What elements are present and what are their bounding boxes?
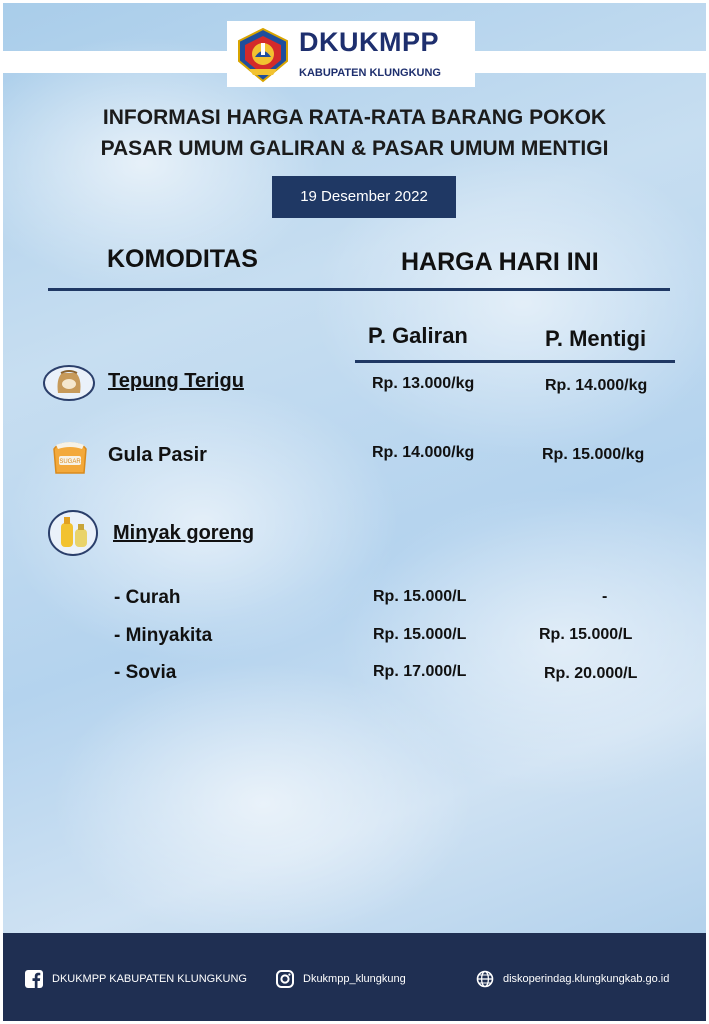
price-galiran-tepung: Rp. 13.000/kg [372,375,475,392]
price-mentigi-sovia: Rp. 20.000/L [544,665,638,682]
market-divider [355,360,675,363]
brand-logo [227,21,475,87]
price-today-heading: HARGA HARI INI [401,248,599,276]
footer-facebook[interactable] [25,969,247,989]
oil-type-curah: - Curah [114,587,181,608]
date-badge: 19 Desember 2022 [272,176,456,218]
brand-subtitle: KABUPATEN KLUNGKUNG [299,67,441,79]
headline-line-2: PASAR UMUM GALIRAN & PASAR UMUM MENTIGI [100,137,609,160]
footer-website[interactable] [476,969,669,989]
price-galiran-sovia: Rp. 17.000/L [373,663,467,680]
website-label: diskoperindag.klungkungkab.go.id [503,973,670,985]
brand-title: DKUKMPP [299,27,440,57]
mentigi-heading: P. Mentigi [545,326,647,351]
price-galiran-minyakita: Rp. 15.000/L [373,626,467,643]
svg-text:SUGAR: SUGAR [59,459,81,465]
cooking-oil-icon [47,509,99,557]
price-mentigi-gula: Rp. 15.000/kg [542,446,645,463]
price-mentigi-tepung: Rp. 14.000/kg [545,377,648,394]
instagram-icon [276,970,294,988]
poster [3,3,706,1021]
globe-icon [476,970,494,988]
price-mentigi-curah: - [602,588,608,605]
facebook-label: DKUKMPP KABUPATEN KLUNGKUNG [52,973,247,985]
oil-type-minyakita: - Minyakita [114,625,213,646]
price-galiran-gula: Rp. 14.000/kg [372,444,475,461]
headline-line-1: INFORMASI HARGA RATA-RATA BARANG POKOK [102,106,607,129]
commodity-heading: KOMODITAS [107,245,258,273]
flour-sack-icon [42,363,96,403]
footer [3,933,706,1021]
item-name-minyak-goreng[interactable]: Minyak goreng [113,522,255,544]
footer-instagram[interactable] [276,969,406,989]
galiran-heading: P. Galiran [368,323,468,348]
item-name-gula-pasir: Gula Pasir [108,444,207,466]
header-divider [48,288,670,291]
price-galiran-curah: Rp. 15.000/L [373,588,467,605]
price-mentigi-minyakita: Rp. 15.000/L [539,626,633,643]
klungkung-emblem-icon [235,27,291,83]
oil-type-sovia: - Sovia [114,662,177,683]
sugar-bag-icon [50,439,90,475]
facebook-icon [25,970,43,988]
instagram-label: Dkukmpp_klungkung [303,973,406,985]
item-name-tepung-terigu[interactable]: Tepung Terigu [108,370,244,392]
